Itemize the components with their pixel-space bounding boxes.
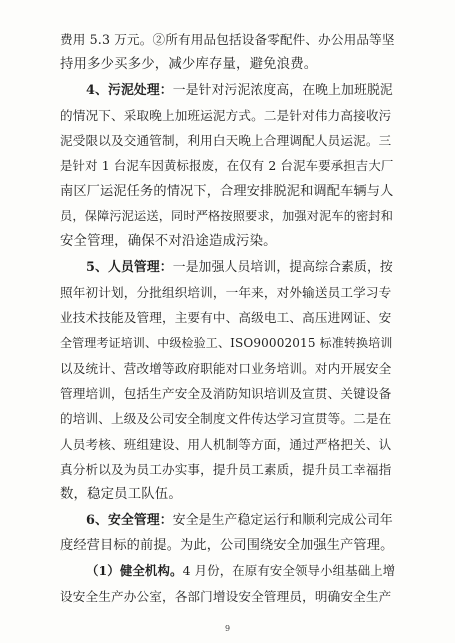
- text-segment: 一是加强人员培训，提高综合素质，按: [172, 259, 393, 275]
- text-line: [60, 229, 396, 254]
- text-segment: 一是针对污泥浓度高，在晚上加班脱泥: [172, 82, 393, 98]
- text-line: [60, 78, 396, 103]
- text-line: [60, 508, 396, 533]
- text-line: [60, 153, 396, 178]
- text-segment: 数，稳定员工队伍。: [60, 487, 182, 503]
- text-segment: 人员考核、班组建设、用人机制等方面，通过严格把关、认: [60, 436, 392, 452]
- text-segment: 设安全生产办公室，各部门增设安全管理员，明确安全生产: [60, 588, 392, 604]
- text-segment: 安全管理，确保不对沿途造成污染。: [60, 234, 277, 250]
- text-line: [60, 558, 396, 583]
- text-segment: 是针对 1 台泥车因黄标报废，在仅有 2 台泥车要承担吉大厂: [60, 158, 394, 174]
- text-segment: 安全是生产稳定运行和顺利完成公司年: [172, 512, 393, 528]
- text-line: [60, 204, 396, 229]
- text-segment: 全管理考证培训、中级检验工、ISO90002015 标准转换培训: [60, 335, 393, 350]
- text-line: [60, 482, 396, 507]
- text-segment: 度经营目标的前提。为此，公司围绕安全加强生产管理。: [60, 537, 394, 553]
- text-segment: 业技术技能及管理，主要有中、高级电工、高压进网证、安: [60, 310, 392, 326]
- text-segment: 照年初计划，分批组织培训，一年来，对外输送员工学习专: [60, 284, 392, 300]
- text-line: [60, 584, 396, 609]
- document-body: [60, 27, 396, 609]
- text-segment: 以及统计、营改增等政府职能对口业务培训。对内开展安全: [60, 360, 392, 376]
- text-segment: 持用多少买多少，减少库存量，避免浪费。: [60, 57, 318, 73]
- section-heading: 4、污泥处理：: [86, 82, 173, 98]
- text-line: [60, 457, 396, 482]
- text-segment: 泥受限以及交通管制，利用白天晚上合理调配人员运泥。三: [60, 133, 392, 149]
- text-line: [60, 331, 396, 356]
- text-segment: 管理培训，包括生产安全及消防知识培训及宣贯、关键设备: [60, 386, 392, 402]
- text-segment: 费用 5.3 万元。②所有用品包括设备零配件、办公用品等坚: [60, 32, 395, 47]
- text-line: [60, 255, 396, 280]
- body-text: [60, 27, 396, 609]
- section-heading: 6、安全管理：: [86, 512, 173, 528]
- text-segment: 员，保障污泥运送，同时严格按照要求，加强对泥车的密封和: [60, 209, 394, 224]
- text-segment: 的情况下、采取晚上加班运泥方式。二是针对伟力高接收污: [60, 107, 392, 123]
- text-line: [60, 128, 396, 153]
- text-line: [60, 52, 396, 77]
- text-line: [60, 406, 396, 431]
- section-heading: 5、人员管理：: [86, 259, 173, 275]
- text-segment: 南区厂运泥任务的情况下，合理安排脱泥和调配车辆与人: [60, 183, 394, 199]
- text-segment: 4 月份，在原有安全领导小组基础上增: [182, 563, 396, 579]
- text-segment: 真分析以及为员工办实事，提升员工素质，提升员工幸福指: [60, 462, 392, 478]
- text-segment: 的培训、上级及公司安全制度文件传达学习宣贯等。二是在: [60, 411, 392, 427]
- text-line: [60, 280, 396, 305]
- text-line: [60, 432, 396, 457]
- text-line: [60, 27, 396, 52]
- text-line: [60, 533, 396, 558]
- text-line: [60, 103, 396, 128]
- text-line: [60, 381, 396, 406]
- page-number: 9: [224, 624, 231, 633]
- text-line: [60, 305, 396, 330]
- text-line: [60, 179, 396, 204]
- section-heading: （1）健全机构。: [86, 563, 183, 579]
- text-line: [60, 356, 396, 381]
